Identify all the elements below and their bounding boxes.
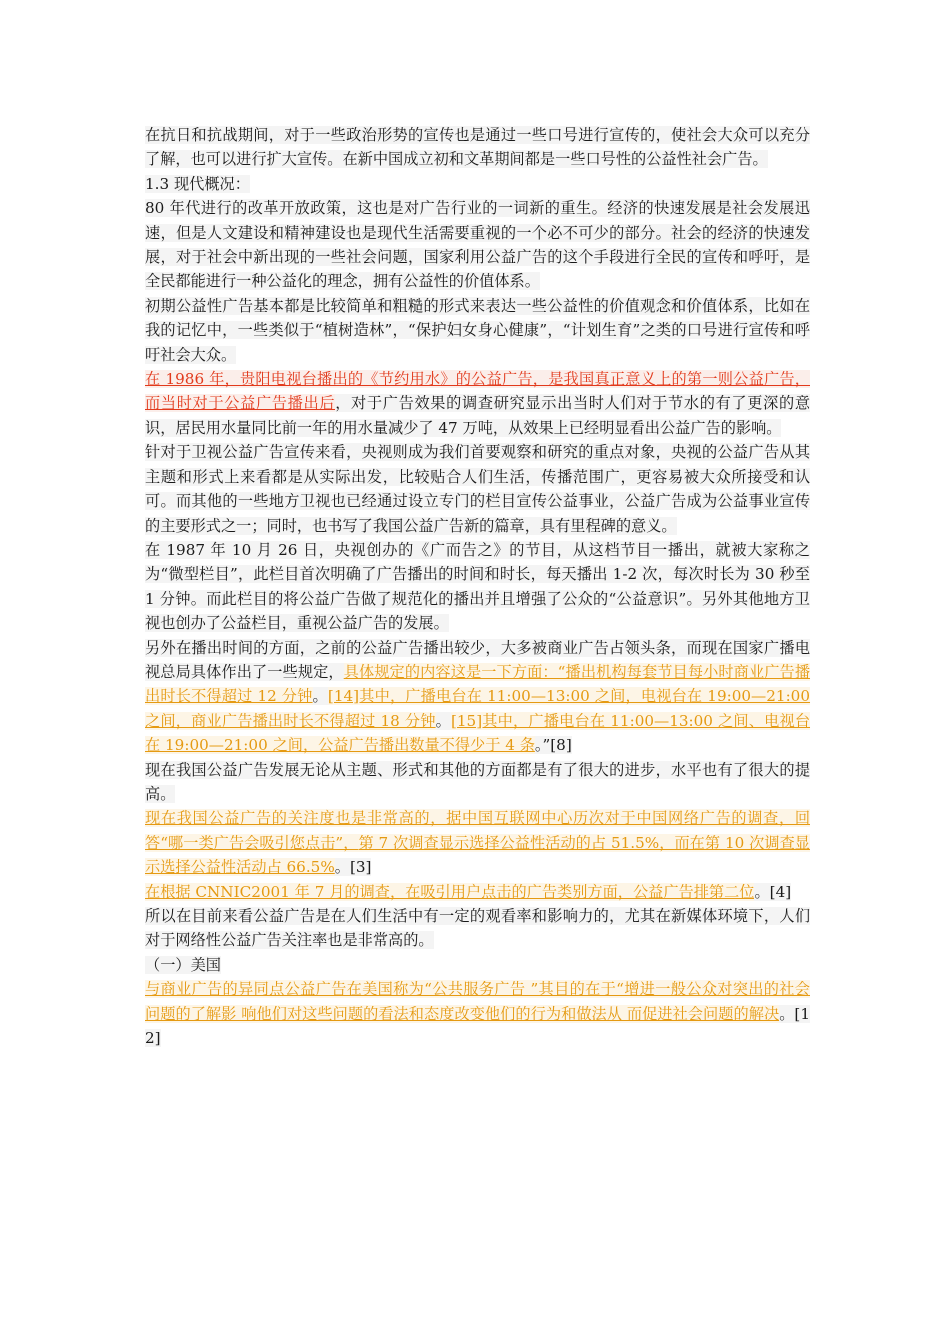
paragraph-usa (145, 977, 810, 1050)
text-segment: 。[3] (334, 858, 372, 877)
highlighted-citation-text: 现在我国公益广告的关注度也是非常高的，据中国互联网中心历次对于中国网络广告的调查，回答“哪一类广告会吸引您点击”， (145, 809, 810, 852)
paragraph-conclusion (145, 904, 810, 953)
paragraph-regulation (145, 636, 810, 758)
text-segment: 。”[8] (534, 736, 572, 755)
highlighted-citation-text: 第 7 次调查显示选择公益性活动的占 51.5%，而在第 10 次调查显示选择公益性活动占 66.5% (145, 833, 810, 877)
highlighted-citation-text: 在 1986 年，贵阳电视台播出的《节约用水》的公益广告，是我国真正意义上的第一则公益广告，而当时对于公益广告播出后 (145, 370, 810, 413)
text-segment: 所以在目前来看公益广告是在人们生活中有一定的观看率和影响力的，尤其在新媒体环境下，人们对于网络性公益广告关注率也是非常高的。 (145, 907, 810, 950)
text-segment: 。 (435, 711, 451, 730)
paragraph-reform (145, 196, 810, 294)
text-segment: 80 年代进行的改革开放政策，这也是对广告行业的一词新的重生。经济的快速发展是社会发展迅速，但是人文建设和精神建设也是现代生活需要重视的一个必不可少的部分。社会的经济的快速发展，对于社会中新出现的一些社会问题，国家利用公益广告的这个手段进行全民的宣传和呼吁，是全民都能进行一种公益化的理念，拥有公益性的价值体系。 (145, 199, 810, 291)
text-segment: 初期公益性广告基本都是比较简单和粗糙的形式来表达一些公益性的价值观念和价值体系，比如在我的记忆中，一些类似于“植树造林”，“保护妇女身心健康”，“计划生育”之类的口号进行宣传和呼吁社会大众。 (145, 296, 810, 364)
highlighted-citation-text: 具体规定的内容这是一下方面：“播出机构每套节目每小时商业广告播出时长不得超过 12 分钟 (145, 662, 811, 706)
paragraph-antiwar (145, 123, 810, 172)
text-segment: 。[4] (754, 882, 792, 901)
text-segment: 。[12] (145, 1004, 811, 1048)
text-segment: 另外在播出时间的方面，之前的公益广告播出较少，大多被商业广告占领头条，而现在国家广播电视总局具体作出了一些规定， (145, 638, 810, 681)
paragraph-early (145, 294, 810, 367)
highlighted-citation-text: 在根据 CNNIC2001 年 7 月的调查，在吸引用户点击的广告类别方面，公益广告排第二位 (145, 882, 755, 901)
paragraph-1986 (145, 367, 810, 440)
text-segment: ，对于广告效果的调查研究显示出当时人们对于节水的有了更深的意识，居民用水量同比前一年的用水量减少了 47 万吨，从效果上已经明显看出公益广告的影响。 (145, 394, 811, 437)
paragraph-heading-usa (145, 953, 810, 977)
text-segment: （一）美国 (145, 955, 221, 974)
paragraph-cnnic-survey (145, 806, 810, 879)
paragraph-heading-1-3 (145, 172, 810, 196)
text-segment: 。 (312, 687, 328, 706)
document-body (145, 123, 810, 1050)
text-segment: 1.3 现代概况： (145, 174, 250, 193)
paragraph-cctv (145, 440, 810, 538)
highlighted-citation-text: 与商业广告的异同点公益广告在美国称为“公共服务广告 ”其目的在于“增进一般公众对突出的社会问题的了解影 响他们对这些问题的看法和态度改变他们的行为和做法从 而促进社会问题的解决 (145, 980, 810, 1023)
paragraph-cnnic-2001 (145, 880, 810, 904)
highlighted-citation-text: [14]其中，广播电台在 11:00—13:00 之间，电视台在 19:00—21:00 之间，商业广告播出时长不得超过 18 分钟 (145, 687, 811, 730)
text-segment: 现在我国公益广告发展无论从主题、形式和其他的方面都是有了很大的进步，水平也有了很大的提高。 (145, 760, 810, 803)
paragraph-progress (145, 758, 810, 807)
text-segment: 针对于卫视公益广告宣传来看，央视则成为我们首要观察和研究的重点对象，央视的公益广告从其主题和形式上来看都是从实际出发，比较贴合人们生活，传播范围广，更容易被大众所接受和认可。而其他的一些地方卫视也已经通过设立专门的栏目宣传公益事业，公益广告成为公益事业宣传的主要形式之一；同时，也书写了我国公益广告新的篇章，具有里程碑的意义。 (145, 443, 810, 535)
paragraph-1987 (145, 538, 810, 636)
text-segment: 在抗日和抗战期间，对于一些政治形势的宣传也是通过一些口号进行宣传的，使社会大众可以充分了解，也可以进行扩大宣传。在新中国成立初和文革期间都是一些口号性的公益性社会广告。 (145, 126, 810, 169)
text-segment: 在 1987 年 10 月 26 日，央视创办的《广而告之》的节目，从这档节目一播出，就被大家称之为“微型栏目”，此栏目首次明确了广告播出的时间和时长，每天播出 1-2 次，每次时长为 30 秒至 1 分钟。而此栏目的将公益广告做了规范化的播出并且增强了公众的“公益意识”。另外其他地方卫视也创办了公益栏目，重视公益广告的发展。 (145, 540, 810, 633)
highlighted-citation-text: [15]其中，广播电台在 11:00—13:00 之间、电视台在 19:00—21:00 之间，公益广告播出数量不得少于 4 条 (145, 711, 811, 755)
